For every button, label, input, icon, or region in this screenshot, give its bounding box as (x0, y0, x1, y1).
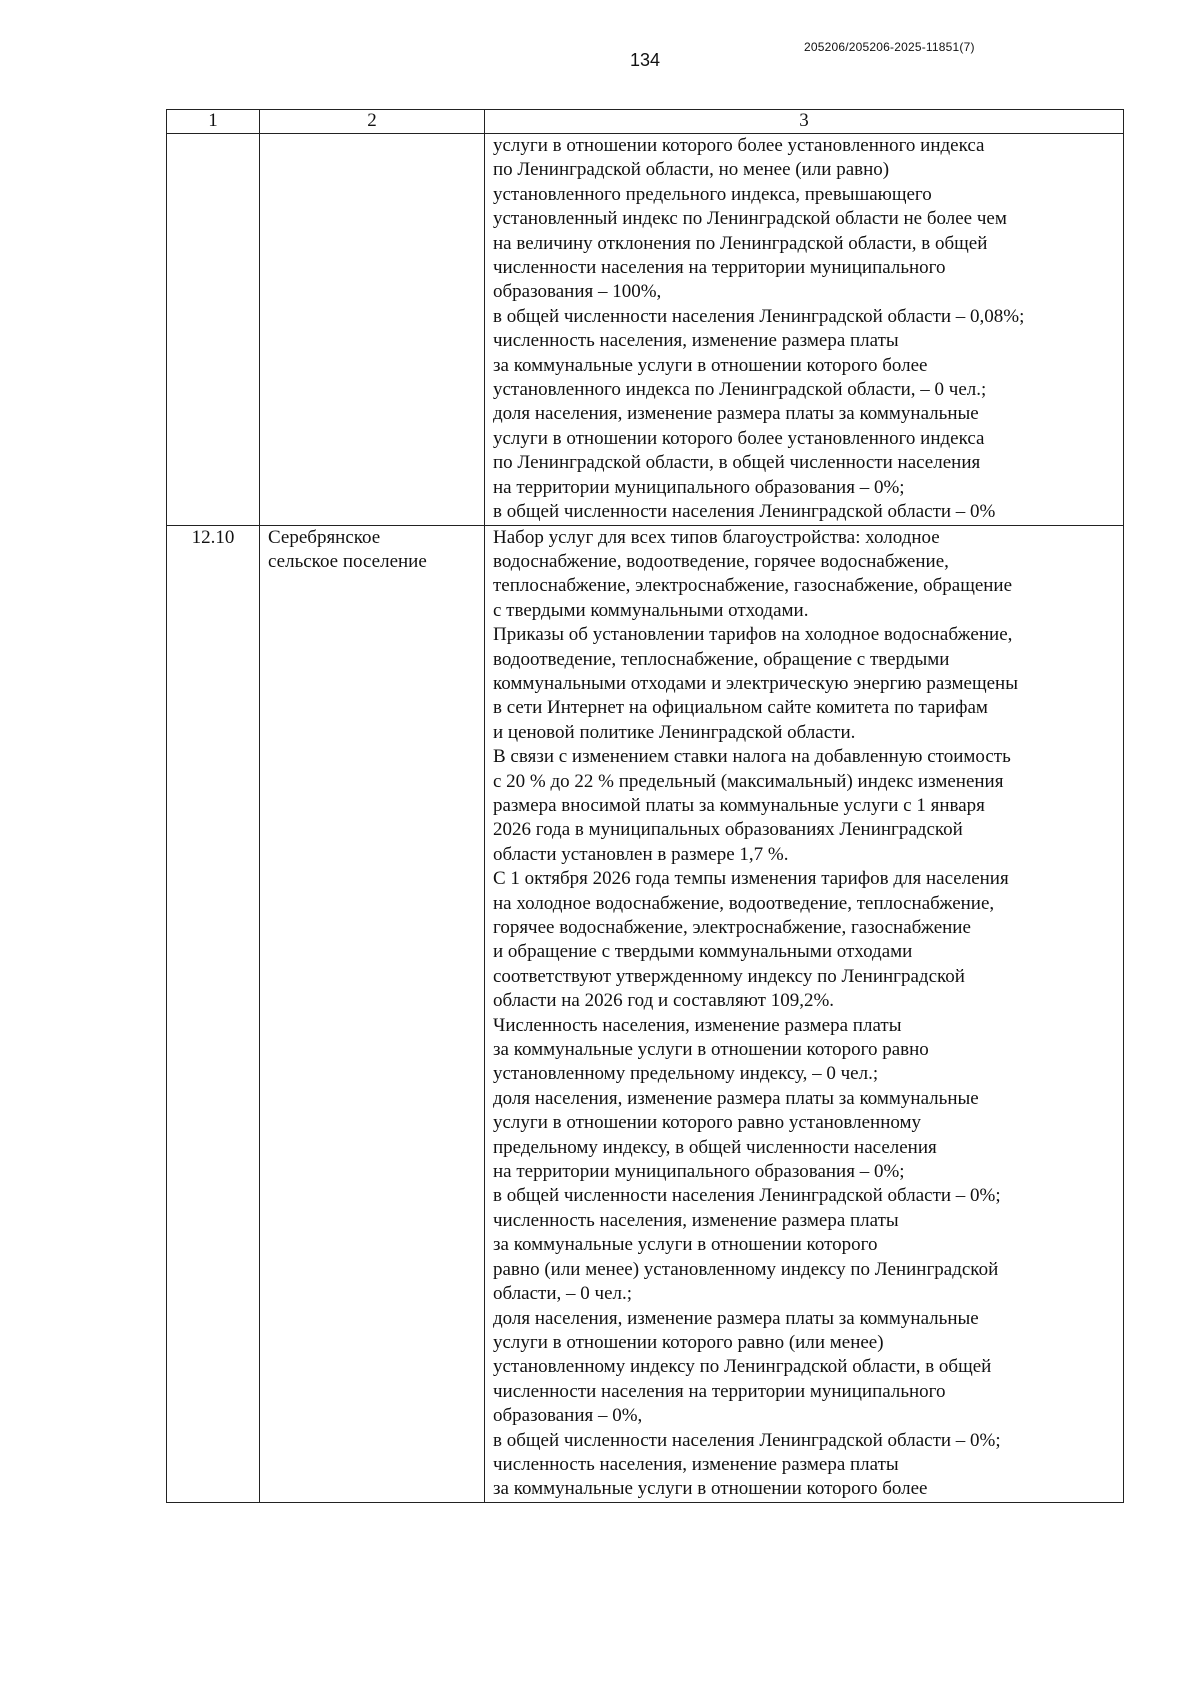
text-line: численность населения, изменение размера платы (493, 330, 899, 352)
text-line: предельному индексу, в общей численности населения (493, 1136, 937, 1158)
settlement-name-line: сельское поселение (268, 550, 427, 572)
text-line: коммунальными отходами и электрическую энергию размещены (493, 672, 1018, 694)
text-line: на холодное водоснабжение, водоотведение, теплоснабжение, (493, 892, 995, 914)
text-line: услуги в отношении которого более установленного индекса (493, 135, 985, 156)
text-line: с 20 % до 22 % предельный (максимальный) индекс изменения (493, 770, 1004, 792)
text-line: Численность населения, изменение размера платы (493, 1014, 902, 1036)
settlement-name-line: Серебрянское (268, 526, 381, 548)
text-line: области, – 0 чел.; (493, 1283, 633, 1305)
text-line: численность населения, изменение размера платы (493, 1453, 899, 1475)
column-header: 1 (167, 110, 260, 134)
text-line: Приказы об установлении тарифов на холодное водоснабжение, (493, 624, 1013, 646)
text-line: равно (или менее) установленному индексу по Ленинградской (493, 1258, 999, 1280)
row-name-cell (260, 525, 485, 1502)
table-row (167, 134, 1124, 526)
text-line: установленного индекса по Ленинградской области, – 0 чел.; (493, 379, 987, 401)
text-line: по Ленинградской области, в общей численности населения (493, 452, 981, 474)
document-reference: 205206/205206-2025-11851(7) (804, 40, 975, 54)
text-line: за коммунальные услуги в отношении которого более (493, 354, 928, 376)
page-number: 134 (630, 50, 661, 70)
text-line: доля населения, изменение размера платы за коммунальные (493, 1307, 979, 1329)
data-table (166, 109, 1124, 1503)
text-line: и обращение с твердыми коммунальными отходами (493, 941, 913, 963)
text-line: соответствуют утвержденному индексу по Ленинградской (493, 965, 965, 987)
text-line: установленный индекс по Ленинградской области не более чем (493, 208, 1007, 230)
text-line: услуги в отношении которого равно (или менее) (493, 1331, 884, 1353)
row-name-cell (260, 134, 485, 526)
text-line: услуги в отношении которого более установленного индекса (493, 427, 985, 449)
text-line: за коммунальные услуги в отношении которого равно (493, 1039, 929, 1061)
text-line: численность населения, изменение размера платы (493, 1209, 899, 1231)
text-line: С 1 октября 2026 года темпы изменения тарифов для населения (493, 868, 1009, 890)
column-header: 3 (485, 110, 1124, 134)
text-line: водоотведение, теплоснабжение, обращение с твердыми (493, 648, 950, 670)
text-line: численности населения на территории муниципального (493, 257, 946, 279)
text-line: в общей численности населения Ленинградской области – 0%; (493, 1429, 1001, 1451)
text-line: установленному предельному индексу, – 0 чел.; (493, 1063, 879, 1085)
text-line: с твердыми коммунальными отходами. (493, 599, 809, 621)
text-line: в общей численности населения Ленинградской области – 0%; (493, 1185, 1001, 1207)
text-line: в общей численности населения Ленинградской области – 0% (493, 501, 996, 523)
text-line: за коммунальные услуги в отношении которого (493, 1234, 878, 1256)
text-line: теплоснабжение, электроснабжение, газоснабжение, обращение (493, 575, 1013, 597)
text-line: В связи с изменением ставки налога на добавленную стоимость (493, 746, 1011, 768)
text-line: в общей численности населения Ленинградской области – 0,08%; (493, 305, 1025, 327)
text-line: 2026 года в муниципальных образованиях Ленинградской (493, 819, 963, 841)
text-line: области на 2026 год и составляют 109,2%. (493, 990, 835, 1012)
text-line: на территории муниципального образования – 0%; (493, 1161, 905, 1183)
table-header-row (167, 110, 1124, 134)
column-header: 2 (260, 110, 485, 134)
row-text-cell (485, 525, 1124, 1502)
text-line: доля населения, изменение размера платы за коммунальные (493, 403, 979, 425)
text-line: в сети Интернет на официальном сайте комитета по тарифам (493, 697, 988, 719)
text-line: установленного предельного индекса, превышающего (493, 183, 932, 205)
text-line: за коммунальные услуги в отношении которого более (493, 1478, 928, 1500)
text-line: размера вносимой платы за коммунальные услуги с 1 января (493, 794, 985, 816)
text-line: доля населения, изменение размера платы за коммунальные (493, 1087, 979, 1109)
text-line: Набор услуг для всех типов благоустройства: холодное (493, 526, 940, 548)
text-line: и ценовой политике Ленинградской области. (493, 721, 856, 743)
row-number-cell (167, 134, 260, 526)
text-line: на величину отклонения по Ленинградской области, в общей (493, 232, 988, 254)
text-line: образования – 100%, (493, 281, 662, 303)
table-row (167, 525, 1124, 1502)
text-line: установленному индексу по Ленинградской области, в общей (493, 1356, 992, 1378)
row-text-cell (485, 134, 1124, 526)
text-line: численности населения на территории муниципального (493, 1380, 946, 1402)
text-line: области установлен в размере 1,7 %. (493, 843, 789, 865)
text-line: на территории муниципального образования – 0%; (493, 476, 905, 498)
text-line: образования – 0%, (493, 1405, 643, 1427)
text-line: по Ленинградской области, но менее (или равно) (493, 159, 890, 181)
text-line: услуги в отношении которого равно установленному (493, 1112, 922, 1134)
text-line: водоснабжение, водоотведение, горячее водоснабжение, (493, 550, 949, 572)
text-line: горячее водоснабжение, электроснабжение, газоснабжение (493, 917, 971, 938)
row-number-cell: 12.10 (167, 525, 260, 1502)
